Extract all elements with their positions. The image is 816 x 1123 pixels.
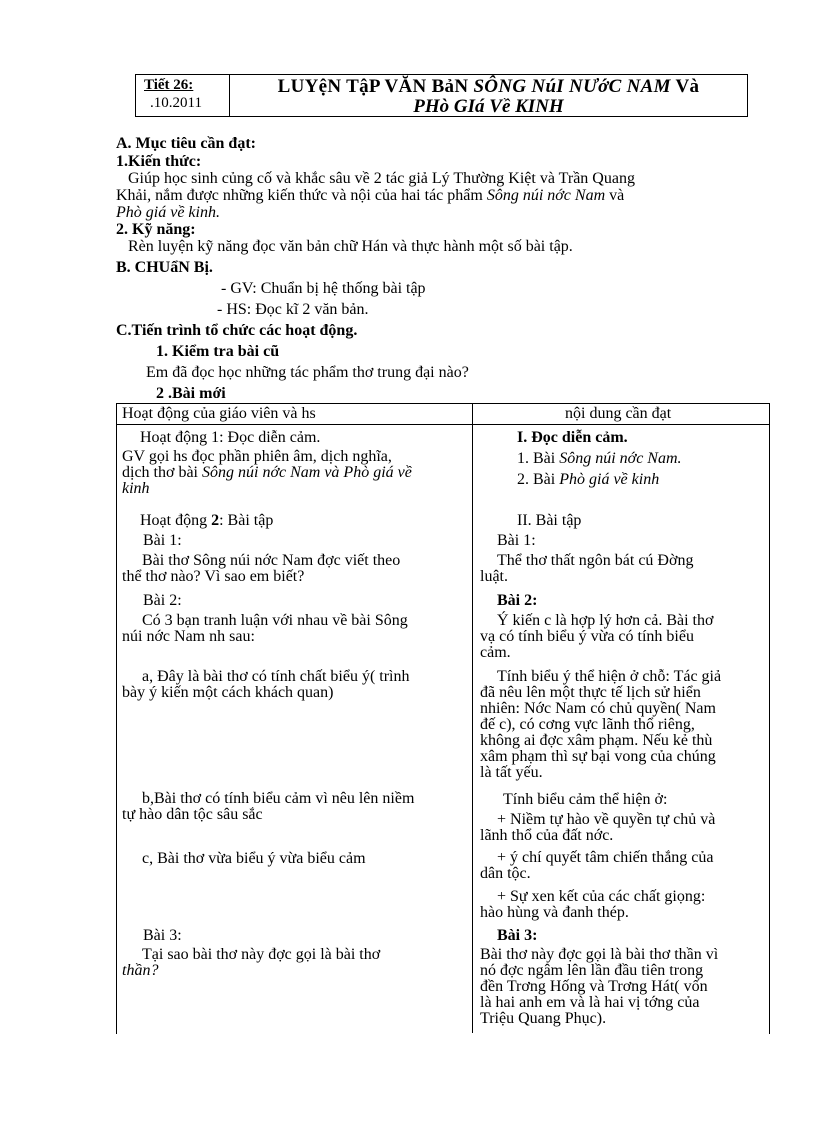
right-bieu-y: Tính biểu ý thể hiện ở chỗ: Tác giả đã nêu lên một thực tế lịch sử hiển nhiên: Nớc Nam có chủ quyền( Nam đế c), có cơng vực lãnh thổ riêng, không ai đợc xâm phạm. Nếu kẻ thù xâm phạm thì sự bại vong của chúng là tất yếu. — [480, 668, 722, 781]
knowledge-line1: Giúp học sinh củng cố và khắc sâu về 2 tác giả Lý Thường Kiệt và Trần Quang — [128, 170, 635, 187]
right-bai2-answer: Ý kiến c là hợp lý hơn cả. Bài thơ vạ có tính biểu ý vừa có tính biểu cảm. — [480, 612, 714, 661]
right-bai3-answer: Bài thơ này đợc gọi là bài thơ thần vì nó đợc ngâm lên lần đầu tiên trong đền Trơng Hống và Trơng Hát( vốn là hai anh em và là hai vị tớng của Triệu Quang Phục). — [480, 946, 719, 1027]
activity1-desc: GV gọi hs đọc phần phiên âm, dịch nghĩa, dịch thơ bài Sông núi nớc Nam và Phò giá về kinh — [122, 448, 412, 497]
skills-heading: 2. Kỹ năng: — [116, 221, 196, 238]
right-bai1-label: Bài 1: — [497, 532, 536, 549]
knowledge-line3: Phò giá về kinh. — [116, 204, 220, 221]
prep-gv: - GV: Chuẩn bị hệ thống bài tập — [221, 280, 426, 297]
table-header-divider — [116, 424, 769, 425]
right-point2: + ý chí quyết tâm chiến thắng của dân tộc. — [480, 849, 714, 882]
left-bai1-question: Bài thơ Sông núi nớc Nam đợc viết theo thể thơ nào? Vì sao em biết? — [122, 552, 401, 585]
right-bai1-answer: Thể thơ thất ngôn bát cú Đờng luật. — [480, 552, 694, 585]
table-column-divider — [472, 403, 473, 1033]
right-bieu-cam: Tính biểu cảm thể hiện ở: — [503, 791, 668, 808]
right-section2-heading: II. Bài tập — [517, 512, 582, 529]
section-a-heading: A. Mục tiêu cần đạt: — [116, 135, 256, 152]
activity2-label: Hoạt động 2: Bài tập — [140, 512, 274, 529]
skills-text: Rèn luyện kỹ năng đọc văn bản chữ Hán và thực hành một số bài tập. — [128, 238, 573, 255]
option-a: a, Đây là bài thơ có tính chất biểu ý( trình bày ý kiến một cách khách quan) — [122, 668, 410, 701]
knowledge-heading: 1.Kiến thức: — [116, 153, 202, 170]
lesson-info-cell — [136, 75, 230, 116]
activity1-label: Hoạt động 1: Đọc diễn cảm. — [140, 429, 321, 446]
right-point1: + Niềm tự hào về quyền tự chủ và lãnh thổ của đất nớc. — [480, 811, 716, 844]
section-b-heading: B. CHUẩN Bị. — [116, 259, 213, 276]
option-c: c, Bài thơ vừa biểu ý vừa biểu cảm — [142, 850, 366, 867]
right-bai2-label: Bài 2: — [497, 592, 538, 609]
lesson-date: .10.2011 — [150, 95, 202, 111]
lesson-number: Tiết 26: — [144, 77, 194, 93]
table-col-left-header: Hoạt động của giáo viên và hs — [122, 405, 316, 422]
option-b: b,Bài thơ có tính biểu cảm vì nêu lên niềm tự hào dân tộc sâu sắc — [122, 790, 415, 823]
left-bai3-question: Tại sao bài thơ này đợc gọi là bài thơ thần? — [122, 946, 381, 979]
right-section1-heading: I. Đọc diễn cảm. — [517, 429, 628, 446]
lesson-header-box — [135, 74, 748, 117]
section-c-heading: C.Tiến trình tổ chức các hoạt động. — [116, 322, 358, 339]
right-bai3-label: Bài 3: — [497, 927, 538, 944]
new-lesson-heading: 2 .Bài mới — [156, 385, 226, 402]
lesson-title-line2: PHò GIá Về KINH — [413, 96, 564, 117]
check-question: Em đã đọc học những tác phẩm thơ trung đại nào? — [146, 364, 469, 381]
prep-hs: - HS: Đọc kĩ 2 văn bản. — [217, 301, 369, 318]
table-col-right-header: nội dung cần đạt — [565, 405, 672, 422]
right-item1: 1. Bài Sông núi nớc Nam. — [517, 450, 682, 467]
left-bai3-label: Bài 3: — [143, 927, 182, 944]
knowledge-line2: Khải, nắm được những kiến thức và nội của hai tác phẩm Sông núi nớc Nam và — [116, 187, 625, 204]
left-bai2-question: Có 3 bạn tranh luận với nhau về bài Sông núi nớc Nam nh sau: — [122, 612, 408, 645]
right-item2: 2. Bài Phò giá về kinh — [517, 471, 660, 488]
lesson-title-line1: LUYệN TậP VĂN BảN SÔNG NúI NƯớC NAM Và — [277, 76, 700, 97]
check-old-lesson-heading: 1. Kiểm tra bài cũ — [156, 343, 280, 360]
left-bai1-label: Bài 1: — [143, 532, 182, 549]
left-bai2-label: Bài 2: — [143, 592, 182, 609]
right-point3: + Sự xen kết của các chất giọng: hào hùng và đanh thép. — [480, 888, 706, 921]
